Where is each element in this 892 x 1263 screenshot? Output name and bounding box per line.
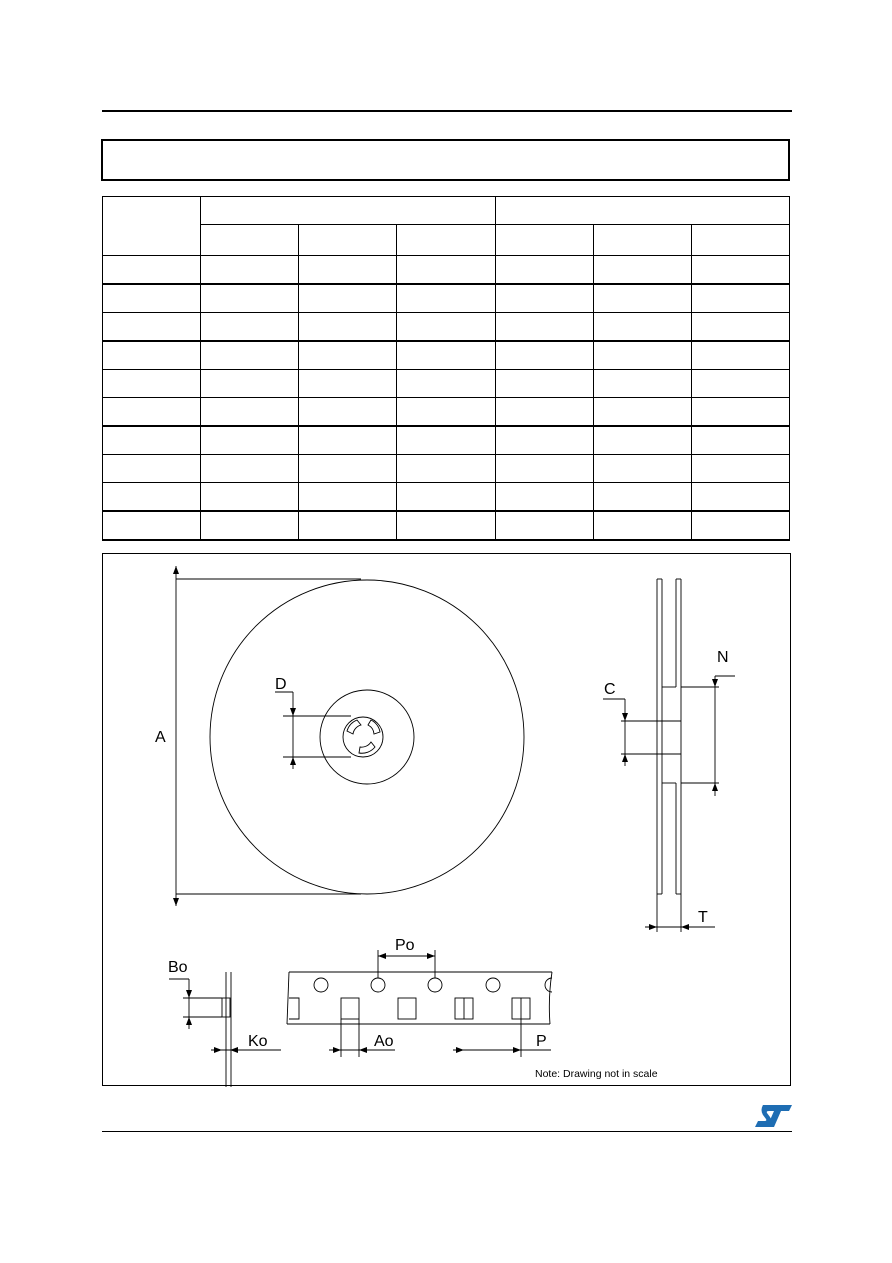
header-cell-mm <box>201 197 495 225</box>
table-cell <box>299 455 397 483</box>
table-cell <box>201 455 299 483</box>
table-cell <box>201 313 299 342</box>
table-cell <box>495 284 593 313</box>
footer-rule <box>102 1131 792 1132</box>
label-ko: Ko <box>248 1033 268 1050</box>
label-po: Po <box>395 937 415 954</box>
table-cell <box>103 398 201 427</box>
reel-drawing-svg <box>103 554 792 1087</box>
table-row <box>103 313 790 342</box>
table-body <box>103 256 790 541</box>
table-cell <box>103 256 201 285</box>
table-cell <box>691 313 789 342</box>
table-row <box>103 426 790 455</box>
table-cell <box>397 398 495 427</box>
header-cell-inch <box>495 197 789 225</box>
table-cell <box>299 370 397 398</box>
table-cell <box>593 370 691 398</box>
label-p: P <box>536 1033 547 1050</box>
table-cell <box>299 284 397 313</box>
table-cell <box>593 483 691 512</box>
table-cell <box>201 256 299 285</box>
st-logo-icon <box>754 1104 794 1128</box>
subheader-cell <box>593 225 691 256</box>
table-cell <box>691 483 789 512</box>
table-cell <box>593 313 691 342</box>
table-cell <box>201 483 299 512</box>
table-cell <box>299 511 397 540</box>
table-cell <box>397 370 495 398</box>
table-cell <box>299 341 397 370</box>
table-row <box>103 256 790 285</box>
table-cell <box>299 483 397 512</box>
table-cell <box>593 341 691 370</box>
table-cell <box>103 313 201 342</box>
table-row <box>103 370 790 398</box>
table-cell <box>593 426 691 455</box>
table-header-row <box>103 197 790 225</box>
drawing-note: Note: Drawing not in scale <box>535 1068 658 1080</box>
table-cell <box>593 256 691 285</box>
table-cell <box>201 426 299 455</box>
reel-arbor-circle <box>343 717 383 757</box>
subheader-cell <box>691 225 789 256</box>
table-cell <box>691 284 789 313</box>
table-row <box>103 284 790 313</box>
table-cell <box>691 455 789 483</box>
reel-dimensions-table <box>102 196 790 541</box>
label-ao: Ao <box>374 1033 394 1050</box>
header-rule <box>102 110 792 112</box>
table-cell <box>495 398 593 427</box>
table-title-box <box>101 139 790 181</box>
tape-reel-drawing <box>102 553 791 1086</box>
table-cell <box>495 341 593 370</box>
table-cell <box>495 256 593 285</box>
table-cell <box>201 341 299 370</box>
reel-arbor-keys <box>347 720 380 753</box>
table-cell <box>299 398 397 427</box>
table-cell <box>299 256 397 285</box>
table-cell <box>201 370 299 398</box>
table-cell <box>495 511 593 540</box>
table-row <box>103 398 790 427</box>
table-cell <box>691 370 789 398</box>
table-row <box>103 455 790 483</box>
label-t: T <box>698 909 708 926</box>
subheader-cell <box>299 225 397 256</box>
table-cell <box>397 341 495 370</box>
table-cell <box>103 341 201 370</box>
table-cell <box>691 426 789 455</box>
table-row <box>103 341 790 370</box>
table-cell <box>495 313 593 342</box>
table-cell <box>397 426 495 455</box>
subheader-cell <box>201 225 299 256</box>
table-cell <box>691 511 789 540</box>
table-cell <box>691 341 789 370</box>
header-cell-dim <box>103 197 201 256</box>
table-row <box>103 483 790 512</box>
table-cell <box>495 483 593 512</box>
table-cell <box>103 284 201 313</box>
table-cell <box>397 511 495 540</box>
table-cell <box>495 426 593 455</box>
table-cell <box>397 313 495 342</box>
label-bo: Bo <box>168 959 188 976</box>
table-cell <box>593 284 691 313</box>
table-row <box>103 511 790 540</box>
table-cell <box>691 398 789 427</box>
table-cell <box>201 284 299 313</box>
table-cell <box>593 511 691 540</box>
subheader-cell <box>397 225 495 256</box>
label-c: C <box>604 681 616 698</box>
label-a: A <box>155 729 166 746</box>
reel-outer-circle <box>210 580 524 894</box>
label-d: D <box>275 676 287 693</box>
table-cell <box>103 370 201 398</box>
table-cell <box>397 483 495 512</box>
table-cell <box>103 455 201 483</box>
table-cell <box>495 370 593 398</box>
table-cell <box>103 426 201 455</box>
table-subheader-row <box>103 225 790 256</box>
reel-hub-circle <box>320 690 414 784</box>
table-cell <box>397 256 495 285</box>
label-n: N <box>717 649 729 666</box>
table-cell <box>201 511 299 540</box>
table-cell <box>103 483 201 512</box>
table-cell <box>299 313 397 342</box>
table-cell <box>299 426 397 455</box>
table-cell <box>593 455 691 483</box>
table-cell <box>397 284 495 313</box>
table-cell <box>201 398 299 427</box>
subheader-cell <box>495 225 593 256</box>
table-cell <box>495 455 593 483</box>
table-cell <box>593 398 691 427</box>
table-cell <box>691 256 789 285</box>
table-cell <box>397 455 495 483</box>
table-cell <box>103 511 201 540</box>
